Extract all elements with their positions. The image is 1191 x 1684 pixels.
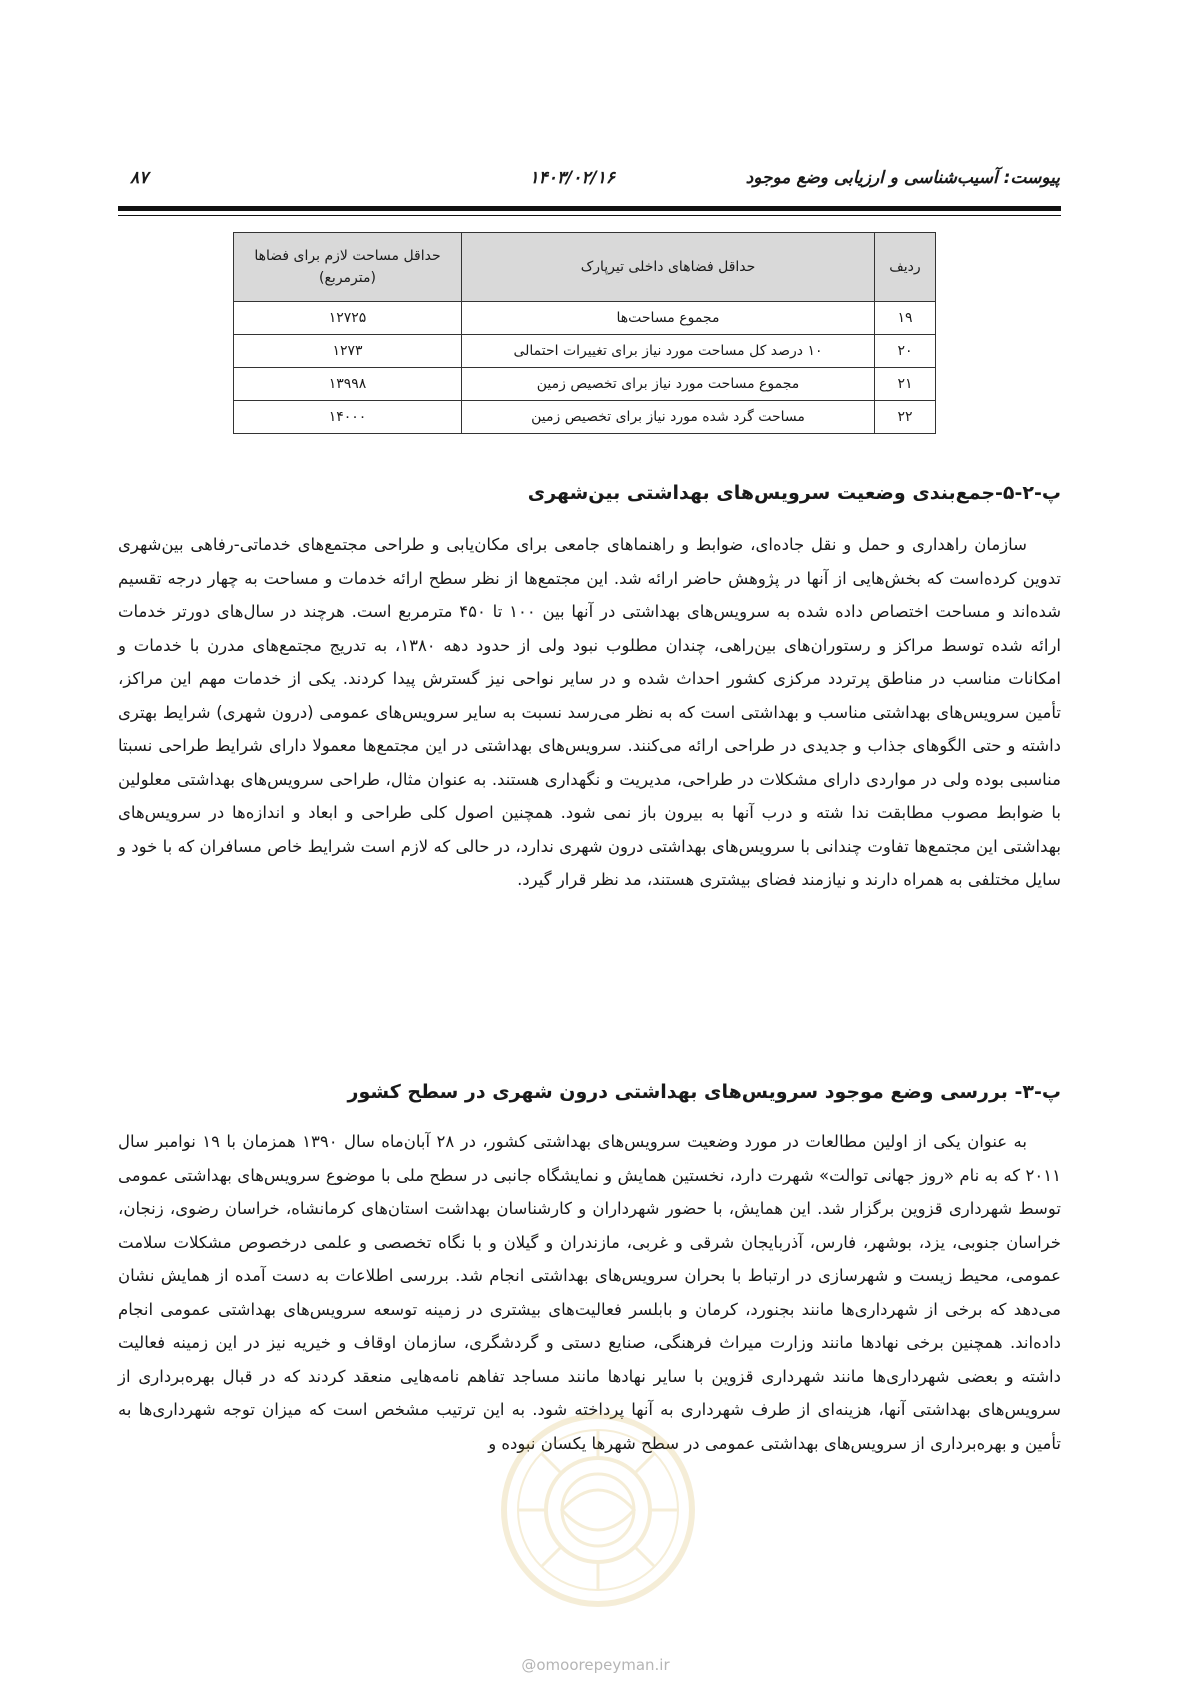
table-row xyxy=(234,401,936,434)
cell-row-number: ۲۲ xyxy=(875,401,936,434)
table-row xyxy=(234,368,936,401)
paragraph: به عنوان یکی از اولین مطالعات در مورد وضعیت سرویس‌های بهداشتی کشور، در ۲۸ آبان‌ماه سال ۱۳۹۰ همزمان با ۱۹ نوامبر سال ۲۰۱۱ که به نام «روز جهانی توالت» شهرت دارد، نخستین همایش و نمایشگاه جانبی در سطح ملی با موضوع سرویس‌های بهداشتی عمومی توسط شهرداری قزوین برگزار شد. این همایش، با حضور شهرداران و کارشناسان بهداشت استان‌های کرمانشاه، خراسان رضوی، زنجان، خراسان جنوبی، یزد، بوشهر، فارس، آذربایجان شرقی و غربی، مازندران و گیلان و با نگاه تخصصی و علمی درخصوص مشکلات سلامت عمومی، محیط زیست و شهرسازی در ارتباط با بحران سرویس‌های بهداشتی انجام شد. بررسی اطلاعات به دست آمده از همایش نشان می‌دهد که برخی از شهرداری‌ها مانند بجنورد، کرمان و بابلسر فعالیت‌های بیشتری در زمینه توسعه سرویس‌های بهداشتی عمومی انجام داده‌اند. همچنین برخی نهادها مانند وزارت میراث فرهنگی، صنایع دستی و گردشگری، سازمان اوقاف و خیریه نیز در این زمینه فعالیت داشته و بعضی شهرداری‌ها مانند شهرداری قزوین با سایر نهادها مانند مساجد تفاهم نامه‌هایی منعقد کردند که در قبال بهره‌برداری از سرویس‌های بهداشتی آنها، هزینه‌ای از طرف شهرداری به آنها پرداخته شود. به این ترتیب مشخص است که میزان توجه شهرداری‌ها به تأمین و بهره‌برداری از سرویس‌های بهداشتی عمومی در سطح شهرها یکسان نبوده و xyxy=(118,1132,1061,1453)
table-header-row xyxy=(234,233,936,302)
cell-area: ۱۲۷۲۵ xyxy=(234,302,462,335)
cell-row-number: ۲۱ xyxy=(875,368,936,401)
header-rule-thin xyxy=(118,215,1061,216)
cell-space: مساحت گرد شده مورد نیاز برای تخصیص زمین xyxy=(462,401,875,434)
header-row-number: ردیف xyxy=(875,233,936,302)
section-heading-urban xyxy=(118,1077,1061,1107)
cell-area: ۱۲۷۳ xyxy=(234,335,462,368)
section-heading: پ-۳- بررسی وضع موجود سرویس‌های بهداشتی درون شهری در سطح کشور xyxy=(347,1081,1061,1103)
header-area: حداقل مساحت لازم برای فضاها (مترمربع) xyxy=(234,233,462,302)
cell-area: ۱۳۹۹۸ xyxy=(234,368,462,401)
seal-logo-icon xyxy=(498,1410,698,1610)
page-number: ۸۷ xyxy=(130,168,149,188)
section-body-intercity xyxy=(118,528,1061,897)
header-space: حداقل فضاهای داخلی تیرپارک xyxy=(462,233,875,302)
section-heading: پ-۲-۵-جمع‌بندی وضعیت سرویس‌های بهداشتی بین‌شهری xyxy=(527,482,1061,504)
cell-space: مجموع مساحت مورد نیاز برای تخصیص زمین xyxy=(462,368,875,401)
paragraph: سازمان راهداری و حمل و نقل جاده‌ای، ضوابط و راهنماهای جامعی برای مکان‌یابی و طراحی مجتمع‌های خدماتی-رفاهی بین‌شهری تدوین کرده‌است که بخش‌هایی از آنها در پژوهش حاضر ارائه شد. این مجتمع‌ها از نظر سطح ارائه خدمات و مساحت به چهار درجه تقسیم شده‌اند و مساحت اختصاص داده شده به سرویس‌های بهداشتی در آنها بین ۱۰۰ تا ۴۵۰ مترمربع است. هرچند در سال‌های دورتر خدمات ارائه شده توسط مراکز و رستوران‌های بین‌راهی، چندان مطلوب نبود ولی از حدود دهه ۱۳۸۰، به تدریج مجتمع‌های مدرن با خدمات و امکانات مناسب در مناطق پرتردد مرکزی کشور احداث شده و در سایر نواحی نیز گسترش پیدا کردند. یکی از خدمات مهم این مراکز، تأمین سرویس‌های بهداشتی مناسب و بهداشتی است که به نظر می‌رسد نسبت به سایر سرویس‌های عمومی (درون شهری) شرایط بهتری داشته و حتی الگوهای جذاب و جدیدی در طراحی ارائه می‌کنند. سرویس‌های بهداشتی در این مجتمع‌ها معمولا دارای شرایط طراحی نسبتا مناسبی بوده ولی در مواردی دارای مشکلات در طراحی، مدیریت و نگهداری هستند. به عنوان مثال، طراحی سرویس‌های بهداشتی معلولین با ضوابط مصوب مطابقت ندا شته و درب آنها به بیرون باز نمی شود. همچنین اصول کلی طراحی و ابعاد و اندازه‌ها در سرویس‌های بهداشتی این مجتمع‌ها تفاوت چندانی با سرویس‌های بهداشتی درون شهری ندارد، در حالی که لازم است شرایط خاص مسافران که با خود و سایل مختلفی به همراه دارند و نیازمند فضای بیشتری هستند، مد نظر قرار گیرد. xyxy=(118,535,1062,889)
cell-space: مجموع مساحت‌ها xyxy=(462,302,875,335)
cell-area: ۱۴۰۰۰ xyxy=(234,401,462,434)
cell-row-number: ۲۰ xyxy=(875,335,936,368)
section-heading-intercity xyxy=(118,478,1061,508)
cell-space: ۱۰ درصد کل مساحت مورد نیاز برای تغییرات احتمالی xyxy=(462,335,875,368)
area-requirements-table xyxy=(233,232,936,434)
cell-row-number: ۱۹ xyxy=(875,302,936,335)
header-rule-thick xyxy=(118,206,1061,211)
header-title: پیوست: آسیب‌شناسی و ارزیابی وضع موجود xyxy=(745,168,1060,188)
watermark-site: @omoorepeyman.ir xyxy=(521,1656,670,1674)
header-date: ۱۴۰۳/۰۲/۱۶ xyxy=(529,168,615,188)
table-row xyxy=(234,302,936,335)
table-row xyxy=(234,335,936,368)
page-header xyxy=(130,168,1060,198)
